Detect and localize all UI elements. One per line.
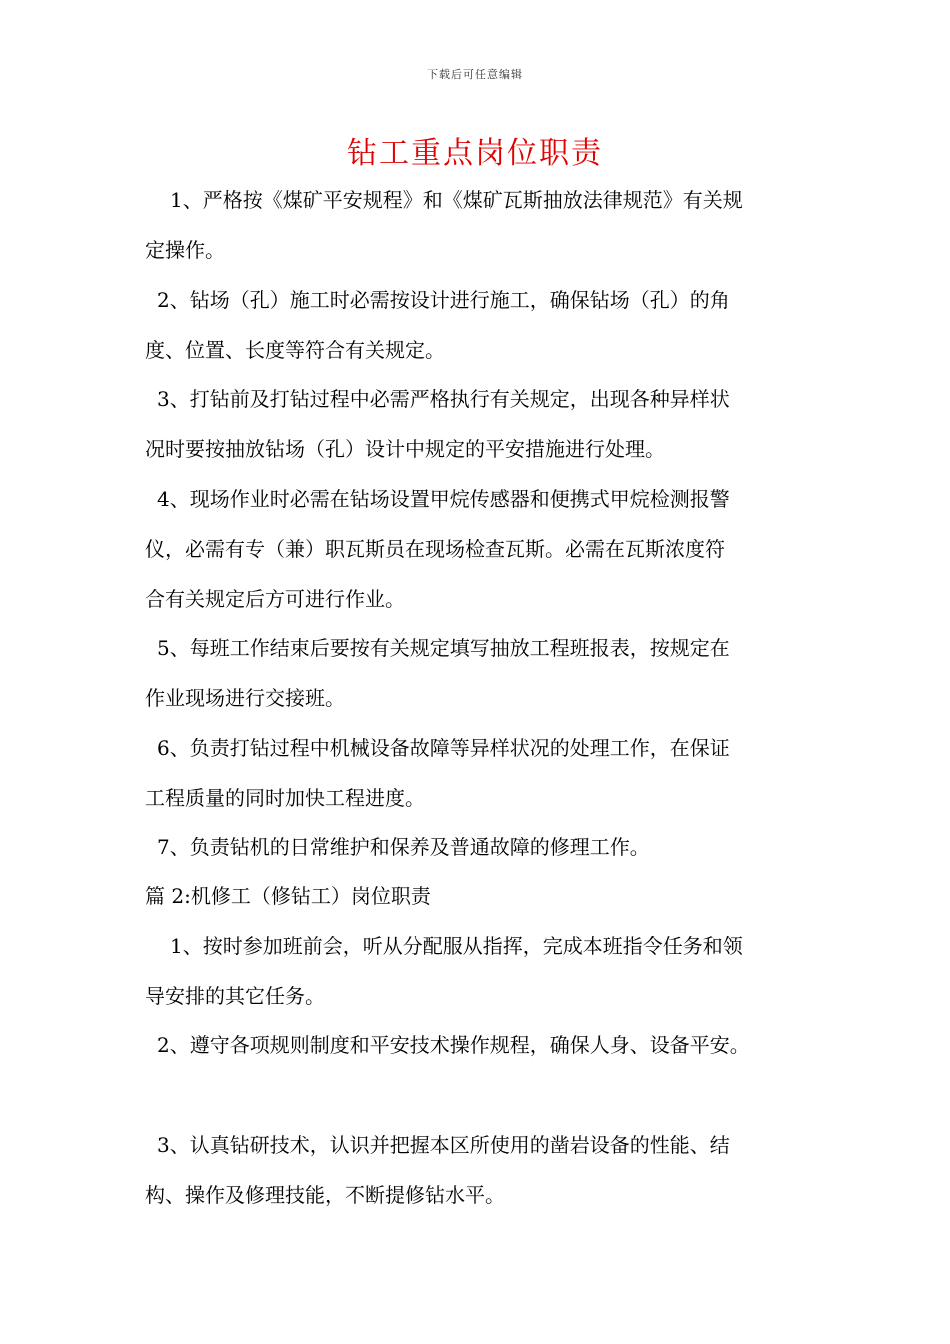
paragraph-line: 5、每班工作结束后要按有关规定填写抽放工程班报表，按规定在 bbox=[157, 636, 730, 660]
paragraph-line: 况时要按抽放钻场（孔）设计中规定的平安措施进行处理。 bbox=[145, 437, 665, 461]
paragraph-line: 6、负责打钻过程中机械设备故障等异样状况的处理工作，在保证 bbox=[157, 736, 730, 760]
paragraph-line: 2、钻场（孔）施工时必需按设计进行施工，确保钻场（孔）的角 bbox=[157, 288, 730, 312]
paragraph-line: 合有关规定后方可进行作业。 bbox=[145, 587, 405, 611]
paragraph-line: 4、现场作业时必需在钻场设置甲烷传感器和便携式甲烷检测报警 bbox=[157, 487, 730, 511]
paragraph-line: 仪，必需有专（兼）职瓦斯员在现场检查瓦斯。必需在瓦斯浓度符 bbox=[145, 537, 725, 561]
paragraph-line: 工程质量的同时加快工程进度。 bbox=[145, 786, 425, 810]
paragraph-line: 7、负责钻机的日常维护和保养及普通故障的修理工作。 bbox=[157, 835, 650, 859]
paragraph-line: 1、严格按《煤矿平安规程》和《煤矿瓦斯抽放法律规范》有关规 bbox=[170, 188, 743, 212]
paragraph-line: 3、认真钻研技术，认识并把握本区所使用的凿岩设备的性能、结 bbox=[157, 1133, 730, 1157]
paragraph-line: 1、按时参加班前会，听从分配服从指挥，完成本班指令任务和领 bbox=[170, 934, 743, 958]
paragraph-line: 构、操作及修理技能，不断提修钻水平。 bbox=[145, 1183, 505, 1207]
paragraph-line: 2、遵守各项规则制度和平安技术操作规程，确保人身、设备平安。 bbox=[157, 1033, 750, 1057]
document-title: 钻工重点岗位职责 bbox=[347, 136, 603, 171]
paragraph-line: 导安排的其它任务。 bbox=[145, 984, 325, 1008]
paragraph-line: 作业现场进行交接班。 bbox=[145, 686, 345, 710]
paragraph-line: 度、位置、长度等符合有关规定。 bbox=[145, 338, 445, 362]
header-watermark: 下载后可任意编辑 bbox=[427, 68, 523, 81]
section-heading: 篇 2:机修工（修钻工）岗位职责 bbox=[145, 884, 431, 908]
paragraph-line: 3、打钻前及打钻过程中必需严格执行有关规定，出现各种异样状 bbox=[157, 387, 730, 411]
paragraph-line: 定操作。 bbox=[145, 238, 225, 262]
